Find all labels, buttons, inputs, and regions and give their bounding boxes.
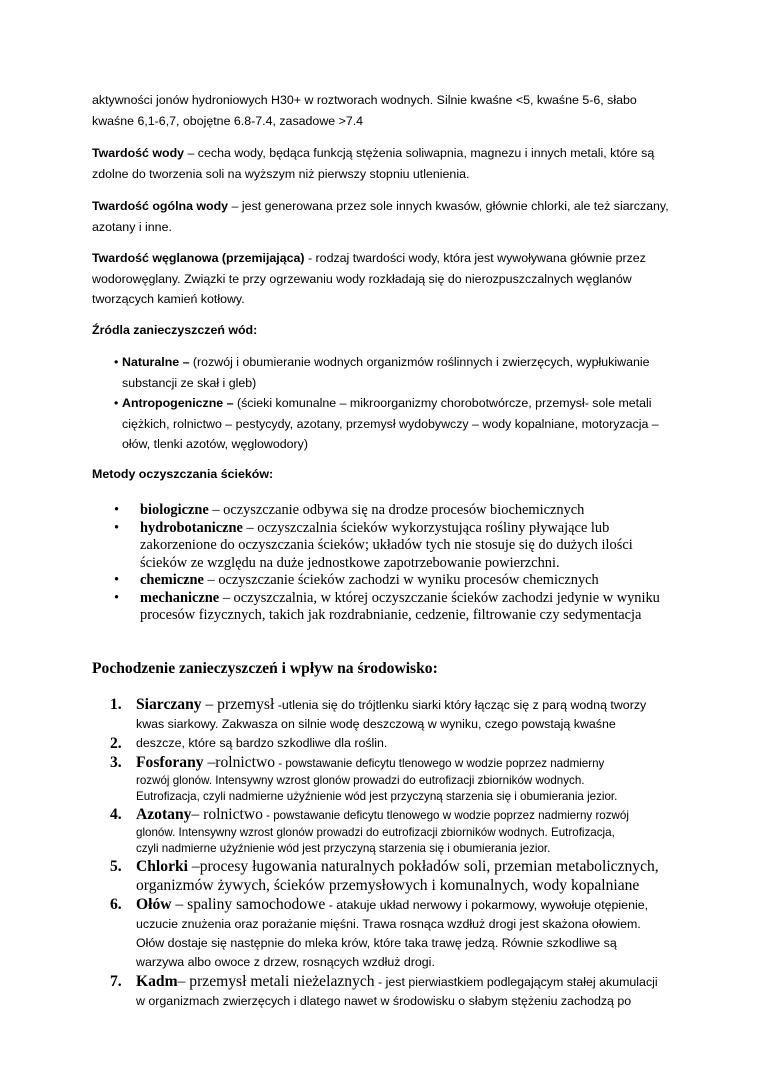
term-antropogeniczne: Antropogeniczne – [122,396,234,410]
metody-heading: Metody oczyszczania ścieków: [92,467,274,481]
term-twardosc-ogolna: Twardość ogólna wody [92,199,229,213]
twardosc-weglanowa-text: - rodzaj twardości wody, która jest wywoływana głównie przez wodorowęglany. Związki te przy ogrzewaniu wody rozkładają się do nierozpuszczalnych węglanów tworzących kamień kotłowy. [92,251,646,306]
term-mechaniczne: mechaniczne [140,589,220,606]
item-number: 3. [110,754,122,771]
twardosc-ogolna-paragraph [92,196,682,237]
list-item-kadm: 7. Kadm– przemysł metali nieżelaznych - jest pierwiastkiem podlegającym stałej akumulacji w organizmach zwierzęcych i dlatego nawet w środowisku o słabym stężeniu zachodzą po [110,973,658,1008]
intro-line-2: kwaśne 6,1-6,7, obojętne 6.8-7.4, zasadowe >7.4 [92,113,364,128]
list-item: • Antropogeniczne – (ścieki komunalne – mikroorganizmy chorobotwórcze, przemysł- sole metali ciężkich, rolnictwo – pestycydy, azotany, przemysł wydobywczy – wody kopalniane, motoryzacja – ołów, tlenki azotów, węglowodory) [114,396,659,451]
twardosc-weglanowa-paragraph [92,248,682,310]
twardosc-ogolna-text: – jest generowana przez sole innych kwasów, głównie chlorki, ale też siarczany, azotany i inne. [92,199,669,234]
item-number: 2. [110,735,122,752]
pochodzenie-heading: Pochodzenie zanieczyszczeń i wpływ na środowisko: [92,660,438,677]
list-item: • hydrobotaniczne – oczyszczalnia ścieków wykorzystująca rośliny pływające lub zakorzenione do oczyszczania ścieków; układów tych nie stosuje się do dużych ilości ścieków ze względu na duże jednostkowe zapotrzebowanie powierzchni. [114,519,633,571]
list-item-fosforany: 3. Fosforany –rolnictwo - powstawanie deficytu tlenowego w wodzie poprzez nadmierny rozwój glonów. Intensywny wzrost glonów prowadzi do eutrofizacji zbiorników wodnych. Eutrofizacja, czyli nadmierne użyźnienie wód jest przyczyną starzenia się i obumierania jezior. [110,754,618,803]
pochodzenie-list [92,695,672,1011]
term-biologiczne: biologiczne [140,502,209,518]
metody-list [92,502,682,625]
item-number: 6. [110,896,122,913]
list-item: • mechaniczne – oczyszczalnia, w której oczyszczanie ścieków zachodzi jedynie w wyniku procesów fizycznych, takich jak rozdrabnianie, cedzenie, filtrowanie czy sedymentacja [114,589,660,623]
term-hydrobotaniczne: hydrobotaniczne [140,519,243,536]
zrodla-heading: Źródla zanieczyszczeń wód: [92,323,258,337]
term-twardosc-weglanowa: Twardość węglanowa (przemijająca) [92,251,305,265]
item-number: 4. [110,806,122,823]
intro-paragraph [92,90,682,131]
intro-line-1: aktywności jonów hydroniowych H30+ w roztworach wodnych. Silnie kwaśne <5, kwaśne 5-6, słabo [92,93,637,107]
list-item-siarczany: 1. Siarczany – przemysł -utlenia się do trójtlenku siarki który łącząc się z parą wodną tworzy kwas siarkowy. Zakwasza on silnie wodę deszczową w wyniku, czego powstają kwaśne [110,696,647,731]
list-item-azotany: 4. Azotany– rolnictwo - powstawanie deficytu tlenowego w wodzie poprzez nadmierny rozwój glonów. Intensywny wzrost glonów prowadzi do eutrofizacji zbiorników wodnych. Eutrofizacja, czyli nadmierne użyźnienie wód jest przyczyną starzenia się i obumierania jezior. [110,806,629,855]
list-item: • biologiczne – oczyszczanie odbywa się na drodze procesów biochemicznych [114,502,585,518]
twardosc-wody-paragraph [92,143,682,184]
item-number: 5. [110,858,122,875]
twardosc-wody-text: – cecha wody, będąca funkcją stężenia soliwapnia, magnezu i innych metali, które są zdolne do tworzenia soli na wyższym niż pierwszy stopniu utlenienia. [92,146,655,181]
term-naturalne: Naturalne – [122,355,190,369]
item-number: 7. [110,973,122,990]
list-item: • Naturalne – (rozwój i obumieranie wodnych organizmów roślinnych i zwierzęcych, wypłukiwanie substancji ze skał i gleb) [114,355,650,390]
list-item-chlorki: 5. Chlorki –procesy ługowania naturalnych pokładów soli, przemian metabolicznych, organizmów żywych, ścieków przemysłowych i komunalnych, wody kopalniane [110,858,659,894]
zrodla-list [92,352,682,455]
item-number: 1. [110,696,122,713]
term-chemiczne: chemiczne [140,572,204,588]
list-item-olow: 6. Ołów – spaliny samochodowe - atakuje układ nerwowy i pokarmowy, wywołuje otępienie, uczucie znużenia oraz porażanie mięśni. Trawa rosnąca wzdłuż drogi jest skażona ołowiem. Ołów dostaje się następnie do mleka krów, które taka trawę jedzą. Równie szkodliwe są warzywa albo owoce z drzew, rosnących wzdłuż drogi. [110,896,649,969]
list-item-deszcze: 2. deszcze, które są bardzo szkodliwe dla roślin. [110,735,388,752]
list-item: • chemiczne – oczyszczanie ścieków zachodzi w wyniku procesów chemicznych [114,572,599,588]
term-twardosc-wody: Twardość wody [92,146,185,160]
